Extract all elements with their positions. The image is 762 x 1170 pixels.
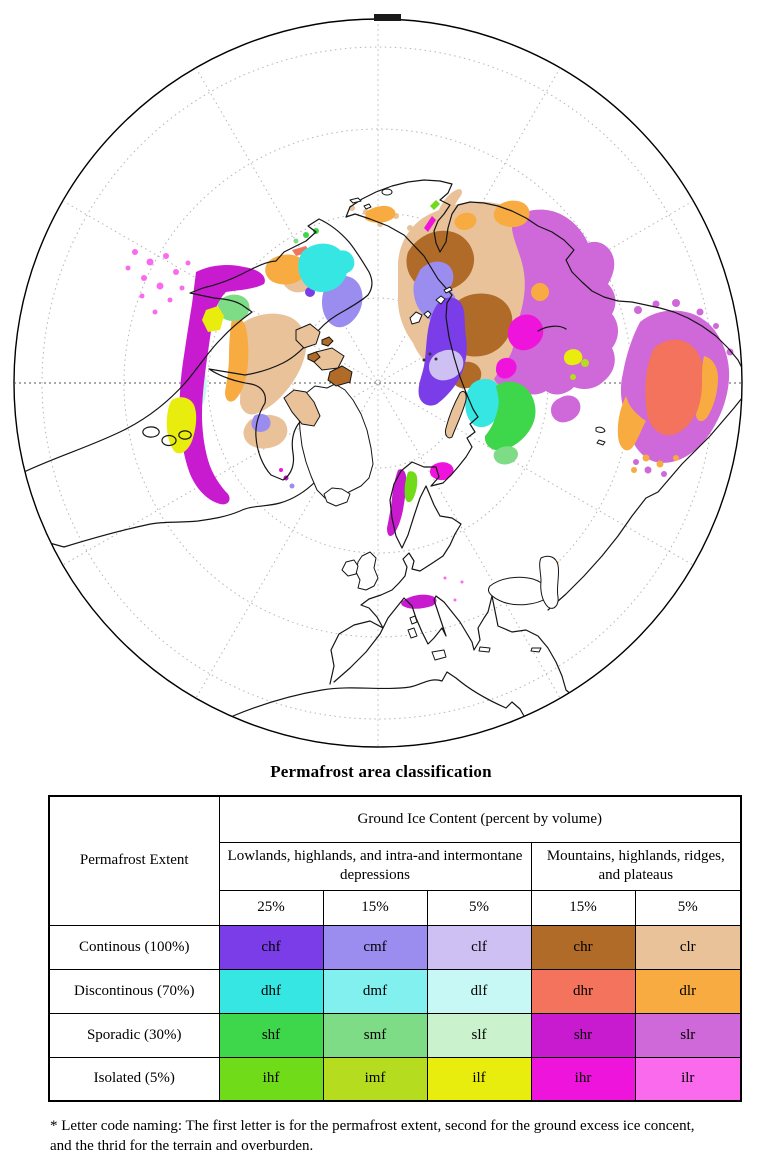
legend-cell-shr: shr (531, 1013, 635, 1057)
legend-cell-dhr: dhr (531, 969, 635, 1013)
figure-title: Permafrost area classification (270, 762, 492, 781)
percent-header: 25% (219, 890, 323, 925)
legend-cell-clr: clr (635, 925, 741, 969)
extent-label-continuous: Continous (100%) (49, 925, 219, 969)
legend-cell-chr: chr (531, 925, 635, 969)
terrain-header-lowlands: Lowlands, highlands, and intra-and intermontane depressions (219, 842, 531, 890)
percent-header: 5% (427, 890, 531, 925)
legend-cell-dmf: dmf (323, 969, 427, 1013)
extent-label-sporadic: Sporadic (30%) (49, 1013, 219, 1057)
legend-cell-chf: chf (219, 925, 323, 969)
region-canada-cmf-small (251, 414, 270, 432)
legend-cell-imf: imf (323, 1057, 427, 1101)
legend-table-container (48, 795, 742, 1102)
map-top-tick (374, 14, 401, 21)
legend-cell-dlr: dlr (635, 969, 741, 1013)
extent-label-isolated: Isolated (5%) (49, 1057, 219, 1101)
percent-header: 15% (323, 890, 427, 925)
terrain-header-mountains: Mountains, highlands, ridges, and plateaus (531, 842, 741, 890)
group-header: Ground Ice Content (percent by volume) (219, 796, 741, 842)
legend-cell-ilf: ilf (427, 1057, 531, 1101)
legend-table (48, 795, 742, 1102)
legend-cell-slr: slr (635, 1013, 741, 1057)
legend-cell-cmf: cmf (323, 925, 427, 969)
percent-header: 5% (635, 890, 741, 925)
corner-header: Permafrost Extent (49, 796, 219, 925)
extent-label-discontinuous: Discontinous (70%) (49, 969, 219, 1013)
legend-cell-dlf: dlf (427, 969, 531, 1013)
legend-cell-ihf: ihf (219, 1057, 323, 1101)
legend-cell-ihr: ihr (531, 1057, 635, 1101)
legend-cell-smf: smf (323, 1013, 427, 1057)
legend-cell-clf: clf (427, 925, 531, 969)
legend-cell-dhf: dhf (219, 969, 323, 1013)
legend-cell-shf: shf (219, 1013, 323, 1057)
legend-cell-slf: slf (427, 1013, 531, 1057)
footnote: * Letter code naming: The first letter is for the permafrost extent, second for the ground excess ice concent, and the thrid for the terrain and overburden. (50, 1118, 695, 1155)
legend-cell-ilr: ilr (635, 1057, 741, 1101)
percent-header: 15% (531, 890, 635, 925)
